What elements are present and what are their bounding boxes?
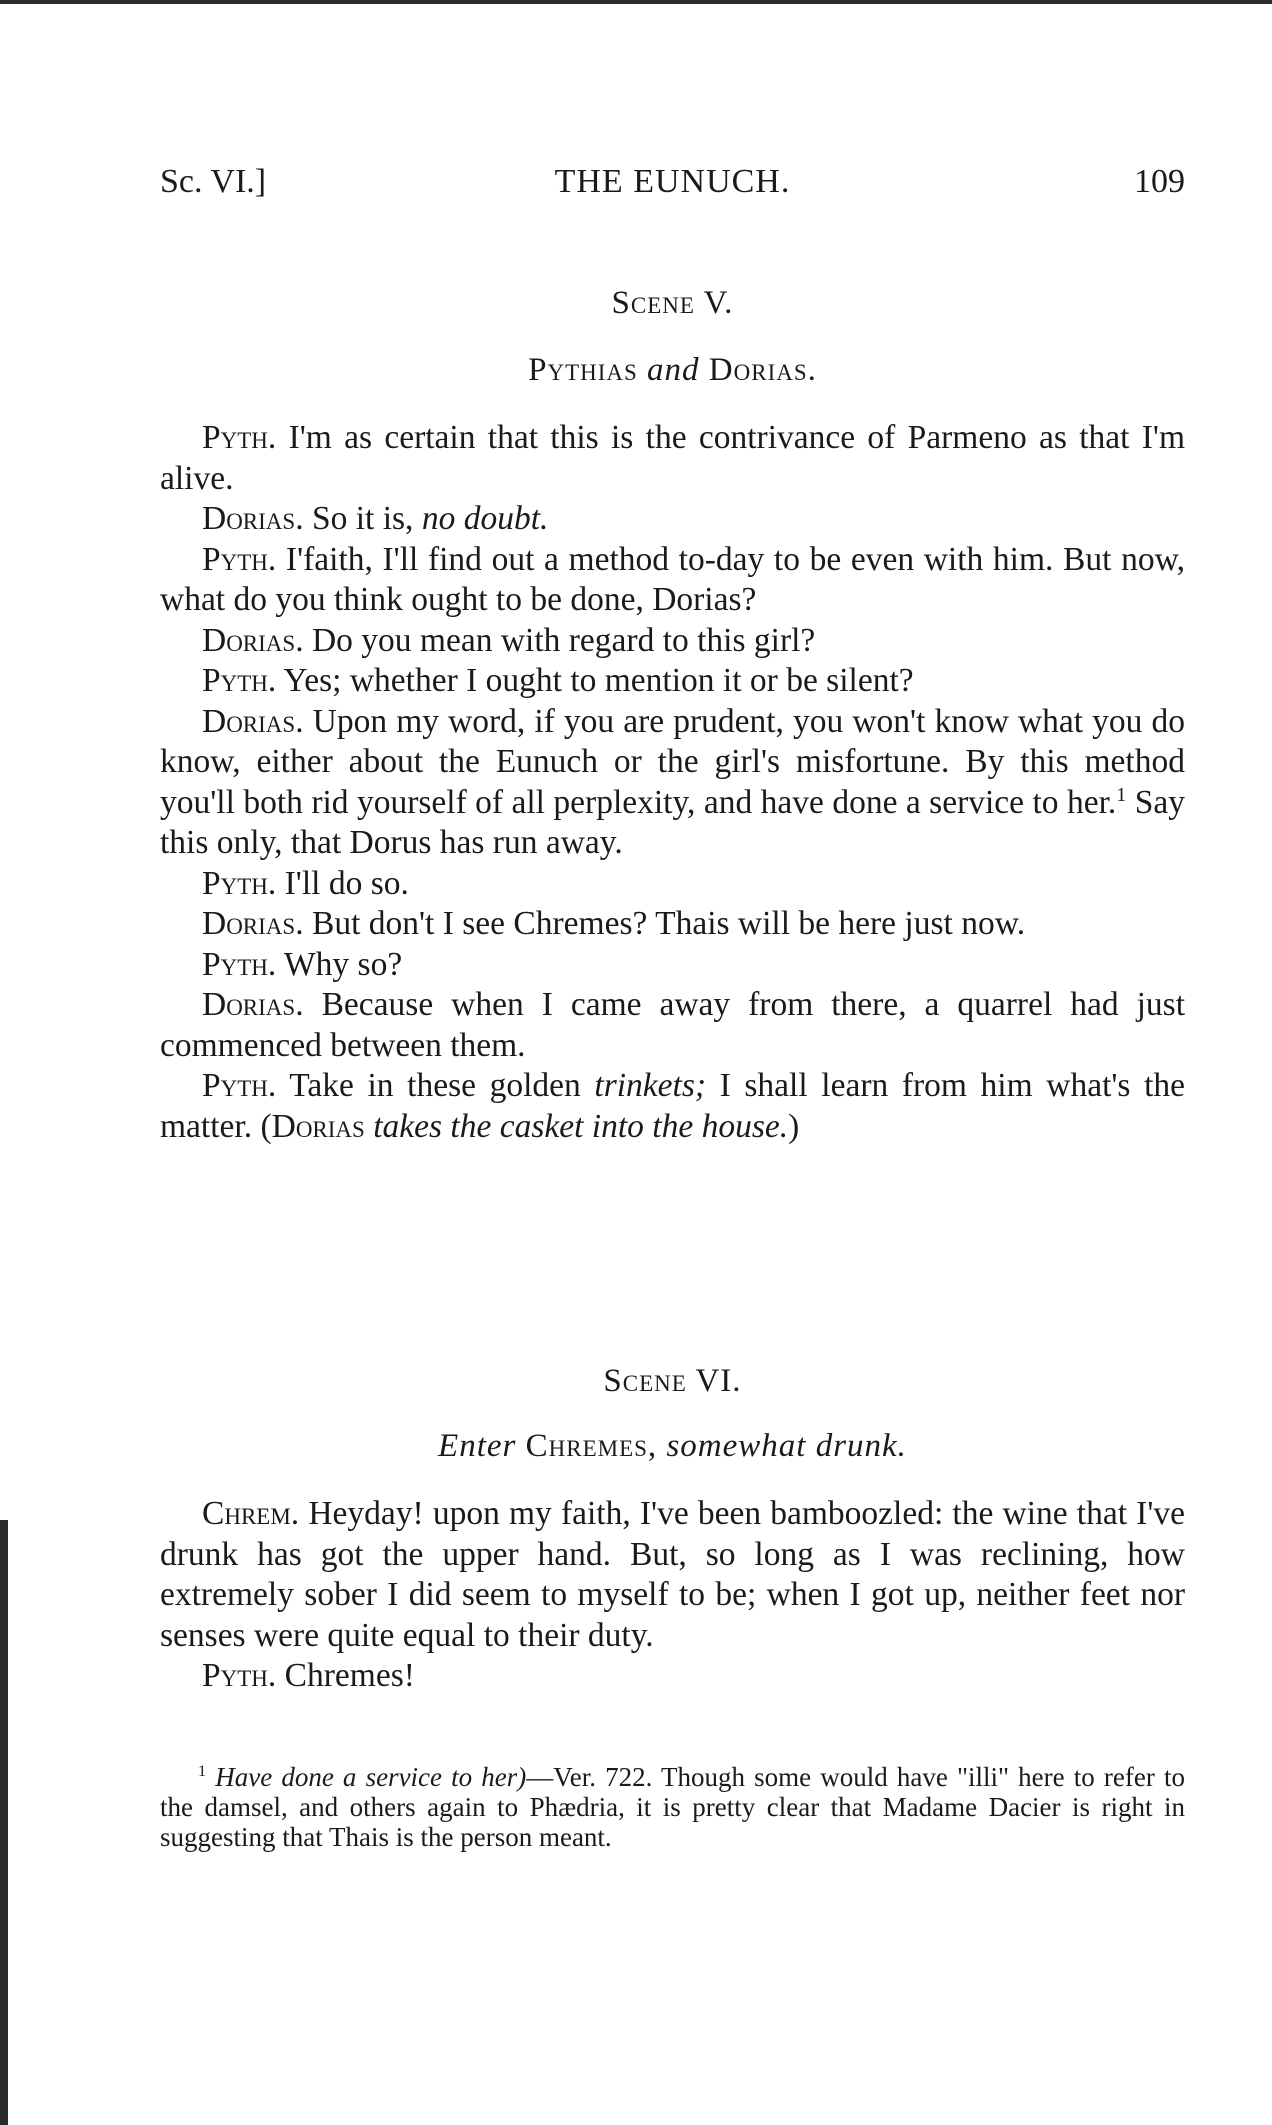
dialogue-line	[160, 661, 1185, 702]
running-head	[160, 163, 1185, 207]
stage-direction: Enter	[438, 1428, 526, 1464]
speaker-name: Pyth.	[202, 1657, 277, 1694]
dialogue-line	[160, 621, 1185, 662]
conjunction: and	[647, 352, 700, 388]
character-name: Dorias	[271, 1107, 365, 1145]
scene-6-dialogue	[160, 1494, 1185, 1697]
footnote	[160, 1762, 1185, 1852]
speech-text: But don't I see Chremes? Thais will be here just now.	[303, 905, 1026, 942]
dialogue-line	[160, 904, 1185, 945]
speech-text: Take in these golden	[276, 1067, 595, 1104]
page-top-edge	[0, 0, 1272, 4]
footnote-ref[interactable]: 1	[1116, 783, 1127, 806]
speaker-name: Pyth.	[202, 1067, 277, 1104]
stage-direction: somewhat drunk.	[657, 1428, 907, 1464]
dialogue-line	[160, 540, 1185, 621]
scene-5-dialogue	[160, 418, 1185, 1147]
speech-text: Yes; whether I ought to mention it or be silent?	[276, 662, 914, 699]
speech-text: Do you mean with regard to this girl?	[303, 621, 816, 659]
dialogue-line	[160, 702, 1185, 864]
stage-emphasis: no doubt.	[421, 500, 549, 537]
speaker-name: Pyth.	[202, 864, 277, 902]
page-number: 109	[1134, 163, 1185, 200]
speaker-name: Chrem.	[202, 1495, 300, 1532]
dialogue-line	[160, 499, 1185, 540]
dialogue-line	[160, 945, 1185, 986]
speaker-name: Pyth.	[202, 945, 277, 983]
dialogue-line	[160, 1656, 1185, 1697]
speaker-name: Dorias.	[202, 986, 304, 1023]
dialogue-line	[160, 1066, 1185, 1147]
speech-text: Say this only, that Dorus has run away.	[160, 783, 1185, 861]
speech-text: Heyday! upon my faith, I've been bamboozled: the wine that I've drunk has got the upper hand. But, so long as I was reclining, how extremely sober I did seem to myself to be; when I got up, neither feet nor senses were quite equal to their duty.	[160, 1495, 1185, 1654]
dialogue-line	[160, 864, 1185, 905]
footnote-lemma: Have done a service to her)	[206, 1762, 527, 1792]
character-name: Chremes,	[525, 1428, 658, 1464]
speaker-name: Pyth.	[202, 540, 277, 578]
speaker-name: Dorias.	[202, 702, 304, 740]
stage-emphasis: trinkets;	[594, 1067, 707, 1104]
stage-direction: takes the casket into the house.	[364, 1107, 789, 1145]
section-marker: Sc. VI.]	[160, 163, 267, 200]
speaker-name: Pyth.	[202, 419, 277, 456]
scene-6-heading: Scene VI.	[603, 1363, 742, 1399]
character-names: Pythias	[528, 352, 648, 388]
speech-text: Why so?	[276, 945, 403, 983]
footnote-text	[160, 1762, 1185, 1852]
dialogue-line	[160, 1494, 1185, 1656]
book-title: THE EUNUCH.	[554, 163, 791, 200]
speech-text: I'm as certain that this is the contrivance of Parmeno as that I'm alive.	[160, 419, 1185, 497]
dialogue-line	[160, 985, 1185, 1066]
speech-text: I shall learn from him what's the matter. (	[160, 1067, 1185, 1145]
speech-text: )	[788, 1107, 800, 1145]
speaker-name: Pyth.	[202, 662, 277, 699]
scene-6-direction	[160, 1428, 1185, 1465]
speaker-name: Dorias.	[202, 621, 304, 659]
scene-5-characters	[160, 352, 1185, 389]
speech-text: Because when I came away from there, a quarrel had just commenced between them.	[160, 986, 1185, 1064]
character-names: Dorias.	[699, 352, 817, 388]
footnote-body: —Ver. 722. Though some would have "illi" here to refer to the damsel, and others again to Phædria, it is pretty clear that Madame Dacier is right in suggesting that Thais is the person meant.	[160, 1762, 1185, 1852]
speech-text: I'faith, I'll find out a method to-day to be even with him. But now, what do you think ought to be done, Dorias?	[160, 540, 1185, 618]
speech-text: Upon my word, if you are prudent, you won't know what you do know, either about the Eunuch or the girl's misfortune. By this method you'll both rid yourself of all perplexity, and have done a service to her.	[160, 702, 1185, 821]
speaker-name: Dorias.	[202, 500, 304, 537]
speech-text: Chremes!	[276, 1657, 415, 1694]
binding-shadow	[0, 1520, 8, 2125]
speech-text: So it is,	[303, 500, 422, 537]
footnote-marker: 1	[198, 1762, 207, 1780]
speaker-name: Dorias.	[202, 905, 304, 942]
dialogue-line	[160, 418, 1185, 499]
speech-text: I'll do so.	[276, 864, 409, 902]
scene-5-heading: Scene V.	[611, 285, 734, 321]
